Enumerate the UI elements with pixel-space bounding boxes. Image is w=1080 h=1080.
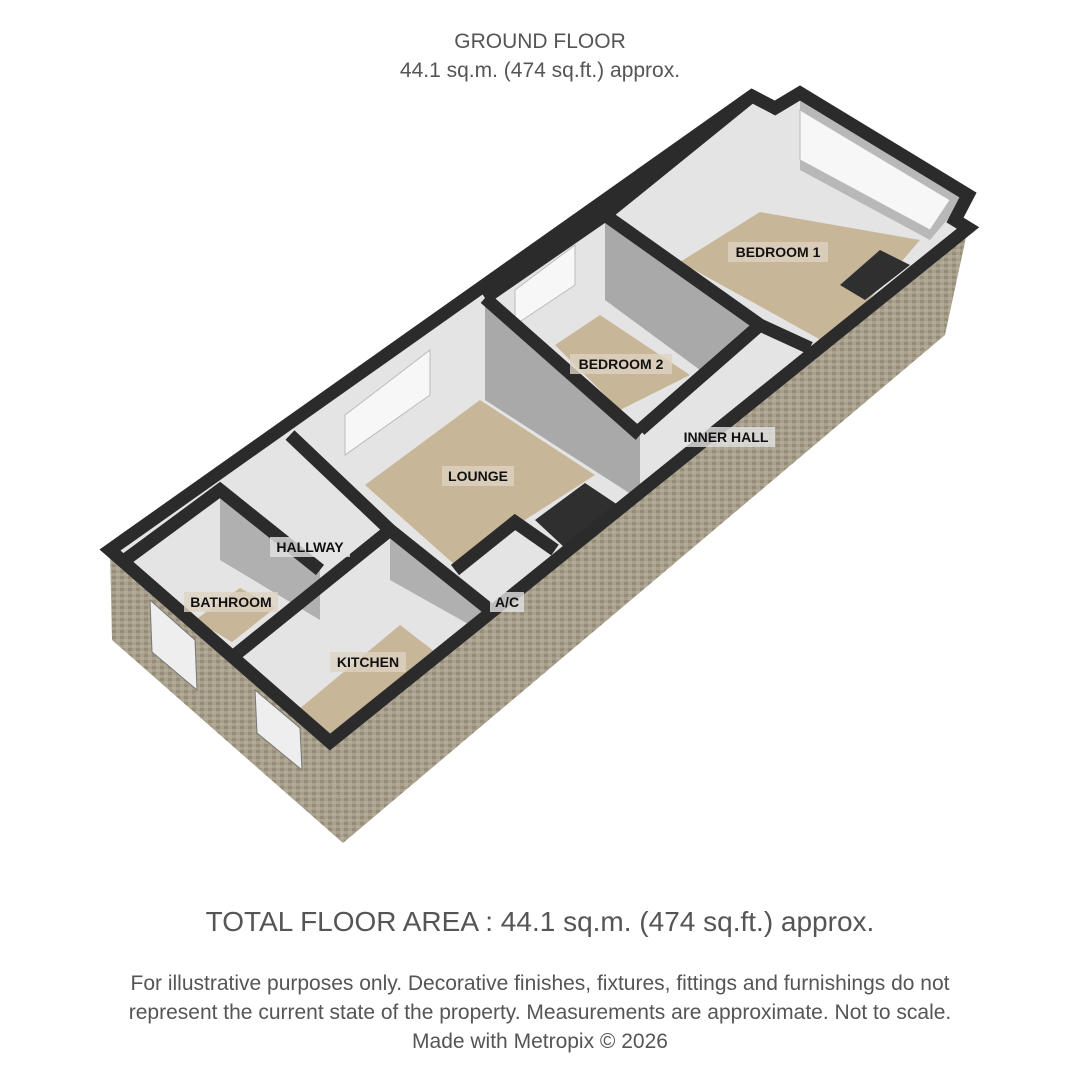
room-label-inner-hall (677, 427, 775, 447)
svg-text:BATHROOM: BATHROOM (190, 594, 272, 610)
room-label-bedroom2 (570, 354, 672, 374)
room-label-hallway (270, 537, 350, 557)
disclaimer-line-1: For illustrative purposes only. Decorative finishes, fixtures, fittings and furnishings do not (130, 972, 950, 995)
svg-text:LOUNGE: LOUNGE (448, 468, 508, 484)
svg-text:KITCHEN: KITCHEN (336, 654, 400, 670)
room-label-lounge (442, 466, 514, 486)
credit: Made with Metropix © 2026 (412, 1030, 668, 1053)
svg-text:BEDROOM 1: BEDROOM 1 (735, 244, 821, 260)
floor-area: 44.1 sq.m. (474 sq.ft.) approx. (399, 59, 681, 82)
room-label-bedroom1 (728, 242, 828, 262)
svg-text:INNER HALL: INNER HALL (683, 429, 769, 445)
total-floor-area: TOTAL FLOOR AREA : 44.1 sq.m. (474 sq.ft.) approx. (205, 906, 875, 937)
svg-text:HALLWAY: HALLWAY (276, 539, 344, 555)
room-label-kitchen (330, 652, 406, 672)
room-label-ac (490, 592, 524, 612)
room-label-bathroom (184, 592, 278, 612)
disclaimer-line-2: represent the current state of the property. Measurements are approximate. Not to scale. (128, 1001, 952, 1024)
svg-text:A/C: A/C (494, 594, 520, 610)
svg-text:BEDROOM 2: BEDROOM 2 (578, 356, 664, 372)
floor-title: GROUND FLOOR (454, 30, 626, 53)
